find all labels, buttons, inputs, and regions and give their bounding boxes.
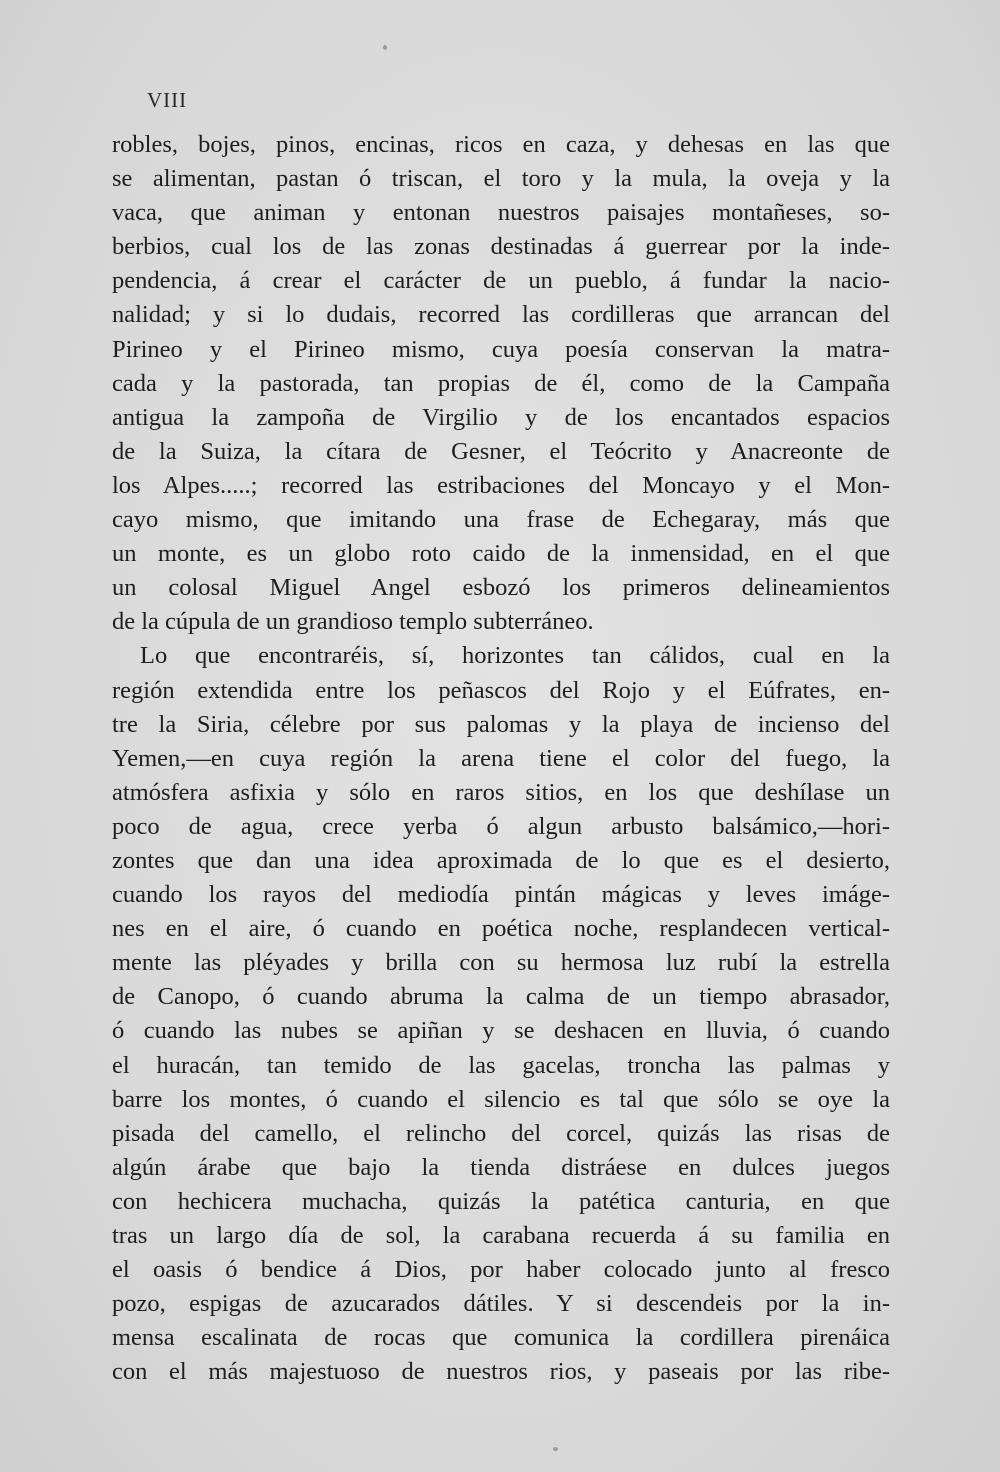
text-line: Yemen,—en cuya región la arena tiene el color del fuego, la <box>112 744 890 772</box>
text-line: antigua la zampoña de Virgilio y de los encantados espacios <box>112 403 890 431</box>
paragraph-end-line: de la cúpula de un grandioso templo subterráneo. <box>112 608 594 636</box>
text-line: pisada del camello, el relincho del corcel, quizás las risas de <box>112 1119 890 1147</box>
paragraph-start-line: Lo que encontraréis, sí, horizontes tan cálidos, cual en la <box>140 642 890 670</box>
text-line: cada y la pastorada, tan propias de él, como de la Campaña <box>112 369 890 397</box>
text-line: mensa escalinata de rocas que comunica la cordillera pirenáica <box>112 1324 890 1352</box>
text-line: nalidad; y si lo dudais, recorred las cordilleras que arrancan del <box>112 301 890 329</box>
text-line: de la Suiza, la cítara de Gesner, el Teócrito y Anacreonte de <box>112 437 890 465</box>
text-line: cayo mismo, que imitando una frase de Echegaray, más que <box>112 506 890 534</box>
text-line: poco de agua, crece yerba ó algun arbusto balsámico,—hori- <box>112 812 890 840</box>
text-line: nes en el aire, ó cuando en poética noche, resplandecen vertical- <box>112 915 890 943</box>
text-line: tras un largo día de sol, la carabana recuerda á su familia en <box>112 1222 890 1249</box>
text-line: Pirineo y el Pirineo mismo, cuya poesía conservan la matra- <box>112 335 890 363</box>
text-line: ó cuando las nubes se apiñan y se deshacen en lluvia, ó cuando <box>112 1017 890 1045</box>
text-line: con el más majestuoso de nuestros rios, y paseais por las ribe- <box>112 1358 890 1386</box>
text-line: mente las pléyades y brilla con su hermosa luz rubí la estrella <box>112 949 890 977</box>
text-line: algún árabe que bajo la tienda distráese en dulces juegos <box>112 1153 890 1181</box>
text-line: de Canopo, ó cuando abruma la calma de un tiempo abrasador, <box>112 983 890 1011</box>
text-line: un monte, es un globo roto caido de la inmensidad, en el que <box>112 540 890 568</box>
text-line: el huracán, tan temido de las gacelas, troncha las palmas y <box>112 1051 890 1079</box>
paper-speck <box>383 45 387 50</box>
body-text <box>112 128 890 1389</box>
text-line: el oasis ó bendice á Dios, por haber colocado junto al fresco <box>112 1256 890 1284</box>
text-line: pendencia, á crear el carácter de un pueblo, á fundar la nacio- <box>112 267 890 295</box>
page-number: VIII <box>147 88 188 112</box>
text-line: pozo, espigas de azucarados dátiles. Y si descendeis por la in- <box>112 1290 890 1318</box>
text-line: región extendida entre los peñascos del Rojo y el Eúfrates, en- <box>112 676 890 704</box>
text-line: se alimentan, pastan ó triscan, el toro y la mula, la oveja y la <box>112 165 890 193</box>
paper-speck <box>553 1447 558 1451</box>
text-line: berbios, cual los de las zonas destinadas á guerrear por la inde- <box>112 233 890 261</box>
text-line: vaca, que animan y entonan nuestros paisajes montañeses, so- <box>112 199 890 227</box>
text-line: tre la Siria, célebre por sus palomas y la playa de incienso del <box>112 710 890 738</box>
text-line: atmósfera asfixia y sólo en raros sitios, en los que deshílase un <box>112 778 890 806</box>
text-line: un colosal Miguel Angel esbozó los primeros delineamientos <box>112 574 890 602</box>
text-line: robles, bojes, pinos, encinas, ricos en caza, y dehesas en las que <box>112 131 890 158</box>
text-line: zontes que dan una idea aproximada de lo que es el desierto, <box>112 846 890 874</box>
text-line: cuando los rayos del mediodía pintán mágicas y leves imáge- <box>112 881 890 909</box>
text-line: los Alpes.....; recorred las estribaciones del Moncayo y el Mon- <box>112 471 890 499</box>
text-line: con hechicera muchacha, quizás la patética canturia, en que <box>112 1187 890 1215</box>
text-line: barre los montes, ó cuando el silencio es tal que sólo se oye la <box>112 1085 890 1113</box>
